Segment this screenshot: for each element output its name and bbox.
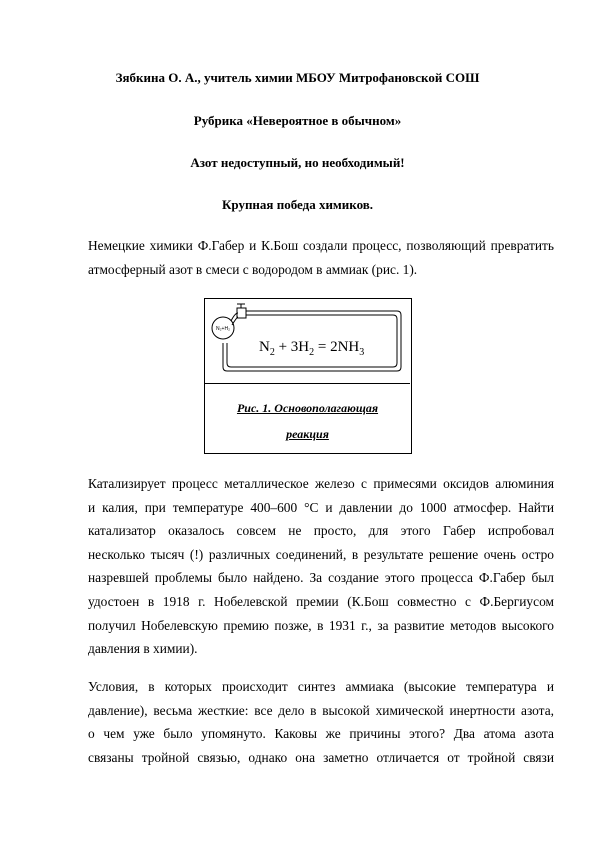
paragraph-line: назревшей проблемы было найдено. За создание этого процесса Ф.Габер был bbox=[88, 570, 554, 586]
paragraph-line: Условия, в которых происходит синтез аммиака (высокие температура и bbox=[88, 679, 554, 694]
paragraph-line: атмосферный азот в смеси с водородом в аммиак (рис. 1). bbox=[88, 261, 418, 277]
paragraph-line: связаны тройной связью, однако она заметно отличается от тройной связи bbox=[88, 749, 554, 765]
figure-box bbox=[204, 298, 412, 454]
paragraph-line: о чем уже было упомянуто. Каковы же причины этого? Два атома азота bbox=[88, 726, 554, 742]
paragraph-line: катализатор оказалось совсем не просто, для этого Габер испробовал bbox=[88, 523, 554, 539]
reaction-equation: $N_2 + 3H_2 = 2NH_3$ bbox=[259, 339, 365, 358]
intro-paragraph bbox=[88, 234, 554, 281]
paragraph-line: давления в химии). bbox=[88, 641, 198, 657]
author-line: Зябкина О. А., учитель химии МБОУ Митрофановской СОШ bbox=[115, 70, 480, 85]
paragraph-line: получил Нобелевскую премию позже, в 1931 г., за развитие методов высокого bbox=[88, 617, 554, 633]
paragraph-line: несколько тысяч (!) различных соединений, в результате решение очень остро bbox=[88, 546, 554, 562]
paragraph-line: удостоен в 1918 г. Нобелевской премии (К.Бош совместно с Ф.Бергиусом bbox=[88, 593, 554, 609]
article-title: Азот недоступный, но необходимый! bbox=[190, 155, 405, 170]
paragraph-line: и калия, при температуре 400–600 °С и давлении до 1000 атмосфер. Найти bbox=[88, 499, 554, 515]
flask-label: N₂+H₂ bbox=[215, 326, 231, 332]
paragraph-line: Катализирует процесс металлическое железо с примесями оксидов алюминия bbox=[88, 476, 554, 491]
figure-equation-panel bbox=[205, 299, 410, 384]
paragraph-line: давление), весьма жесткие: все дело в высокой химической инертности азота, bbox=[88, 702, 554, 718]
rubric-heading: Рубрика «Невероятное в обычном» bbox=[193, 113, 402, 128]
catalyst-paragraph bbox=[88, 472, 554, 661]
article-subtitle: Крупная победа химиков. bbox=[221, 197, 374, 212]
paragraph-line: Немецкие химики Ф.Габер и К.Бош создали процесс, позволяющий превратить bbox=[88, 238, 554, 253]
conditions-paragraph bbox=[88, 675, 554, 769]
figure-caption: Рис. 1. Основополагающая реакция bbox=[236, 401, 379, 441]
